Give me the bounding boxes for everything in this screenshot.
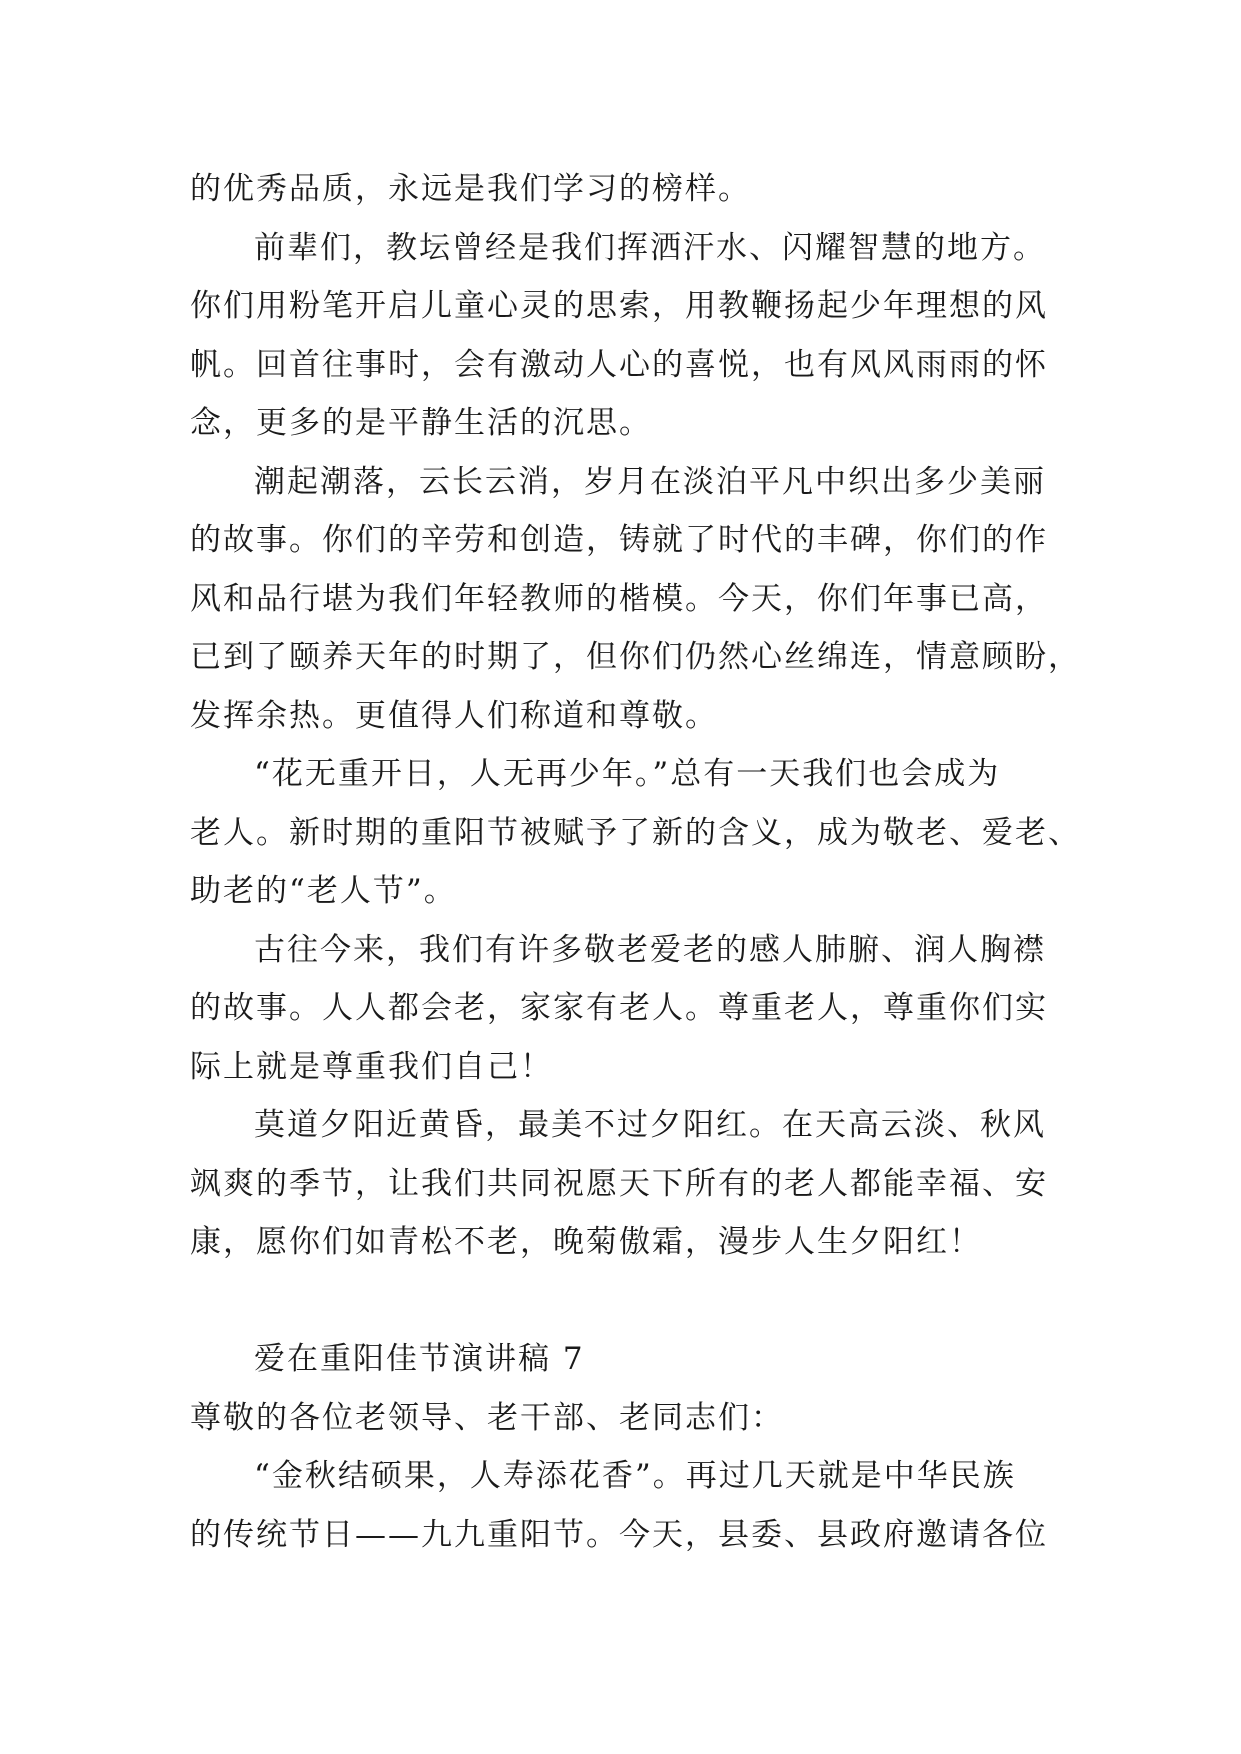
body-line: 风和品行堪为我们年轻教师的楷模。今天，你们年事已高，: [190, 580, 1048, 617]
body-line: 帆。回首往事时，会有激动人心的喜悦，也有风风雨雨的怀: [190, 346, 1048, 383]
paragraph-start-line: 莫道夕阳近黄昏，最美不过夕阳红。在天高云淡、秋风: [254, 1107, 1046, 1143]
body-line: 的故事。你们的辛劳和创造，铸就了时代的丰碑，你们的作: [190, 522, 1048, 558]
body-line: 已到了颐养天年的时期了，但你们仍然心丝绵连，情意顾盼，: [190, 639, 1081, 675]
body-line: 际上就是尊重我们自己！: [190, 1048, 553, 1085]
body-line: 老人。新时期的重阳节被赋予了新的含义，成为敬老、爱老、: [190, 814, 1081, 851]
paragraph-start-line: “花无重开日，人无再少年。”总有一天我们也会成为: [254, 756, 1001, 792]
section-gap: [190, 1272, 1070, 1331]
paragraph-start-line: 古往今来，我们有许多敬老爱老的感人肺腑、润人胸襟: [254, 931, 1046, 968]
section-title: 爱在重阳佳节演讲稿 7: [254, 1341, 585, 1377]
body-line: 发挥余热。更值得人们称道和尊敬。: [190, 697, 718, 734]
paragraph-start-line: 前辈们，教坛曾经是我们挥洒汗水、闪耀智慧的地方。: [254, 229, 1046, 266]
body-line: 你们用粉笔开启儿童心灵的思索，用教鞭扬起少年理想的风: [190, 288, 1048, 324]
document-body: [190, 160, 1081, 1564]
body-line: 助老的“老人节”。: [190, 873, 457, 909]
body-line: 念，更多的是平静生活的沉思。: [190, 405, 652, 441]
body-line: 飒爽的季节，让我们共同祝愿天下所有的老人都能幸福、安: [190, 1165, 1048, 1202]
body-line: 的故事。人人都会老，家家有老人。尊重老人，尊重你们实: [190, 990, 1048, 1026]
body-line: 的优秀品质，永远是我们学习的榜样。: [190, 171, 751, 207]
body-line: 康，愿你们如青松不老，晚菊傲霜，漫步人生夕阳红！: [190, 1224, 982, 1260]
salutation-line: 尊敬的各位老领导、老干部、老同志们：: [190, 1399, 784, 1436]
paragraph-start-line: “金秋结硕果，人寿添花香”。再过几天就是中华民族: [254, 1458, 1016, 1494]
paragraph-start-line: 潮起潮落，云长云消，岁月在淡泊平凡中织出多少美丽: [254, 463, 1046, 500]
body-line: 的传统节日——九九重阳节。今天，县委、县政府邀请各位: [190, 1516, 1048, 1553]
